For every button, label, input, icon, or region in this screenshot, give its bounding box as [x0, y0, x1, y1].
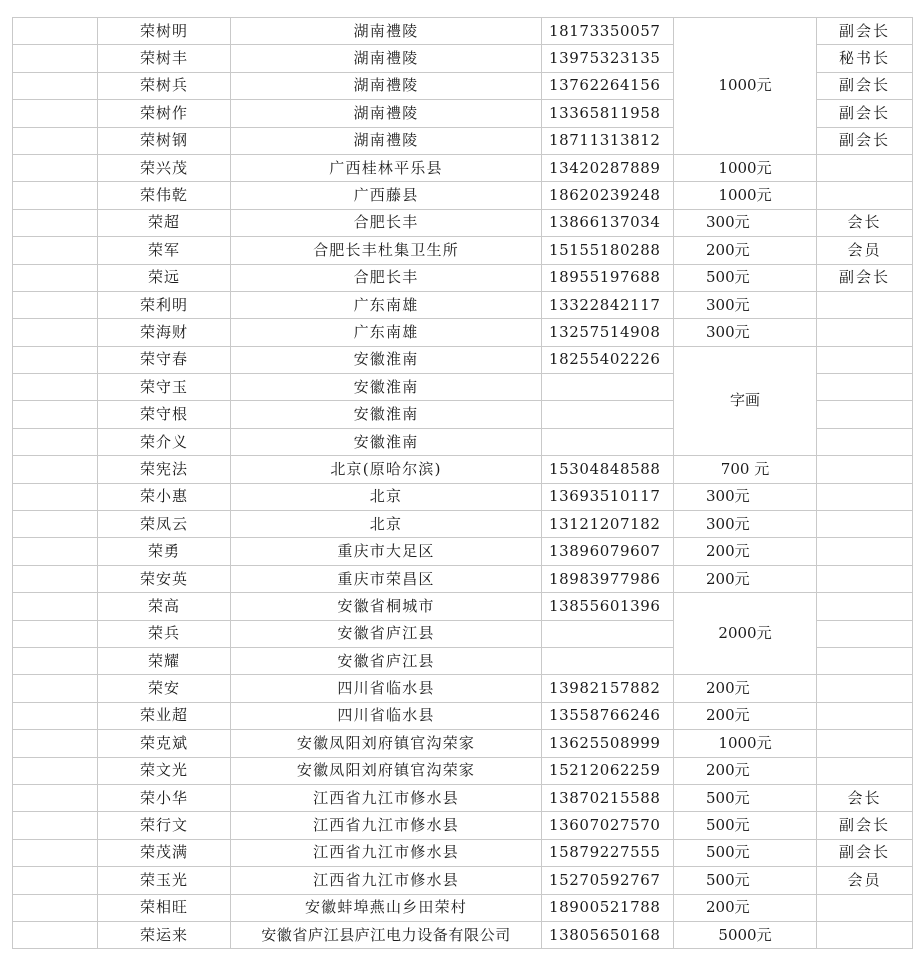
blank-cell — [13, 511, 98, 538]
blank-cell — [13, 565, 98, 592]
phone-cell: 18900521788 — [542, 894, 674, 921]
role-cell — [817, 182, 913, 209]
donor-table — [12, 17, 913, 949]
amount-cell: 1000元 — [674, 730, 817, 757]
name-cell: 荣利明 — [98, 291, 231, 318]
blank-cell — [13, 374, 98, 401]
role-cell — [817, 675, 913, 702]
place-cell: 四川省临水县 — [231, 702, 542, 729]
amount-cell: 1000元 — [674, 182, 817, 209]
amount-cell: 5000元 — [674, 921, 817, 948]
phone-cell: 15155180288 — [542, 237, 674, 264]
place-cell: 合肥长丰 — [231, 264, 542, 291]
place-cell: 安徽淮南 — [231, 346, 542, 373]
place-cell: 江西省九江市修水县 — [231, 867, 542, 894]
table-row — [13, 237, 913, 264]
phone-cell: 13866137034 — [542, 209, 674, 236]
blank-cell — [13, 839, 98, 866]
name-cell: 荣安英 — [98, 565, 231, 592]
role-cell: 会员 — [817, 867, 913, 894]
amount-cell: 200元 — [674, 702, 817, 729]
phone-cell: 18711313812 — [542, 127, 674, 154]
role-cell — [817, 346, 913, 373]
name-cell: 荣小惠 — [98, 483, 231, 510]
table-row — [13, 456, 913, 483]
role-cell — [817, 730, 913, 757]
name-cell: 荣业超 — [98, 702, 231, 729]
blank-cell — [13, 45, 98, 72]
place-cell: 安徽省庐江县 — [231, 647, 542, 674]
amount-cell: 200元 — [674, 894, 817, 921]
place-cell: 重庆市大足区 — [231, 538, 542, 565]
phone-cell: 15270592767 — [542, 867, 674, 894]
name-cell: 荣守玉 — [98, 374, 231, 401]
phone-cell: 15879227555 — [542, 839, 674, 866]
role-cell: 会员 — [817, 237, 913, 264]
name-cell: 荣高 — [98, 593, 231, 620]
amount-cell: 200元 — [674, 538, 817, 565]
blank-cell — [13, 428, 98, 455]
amount-cell: 500元 — [674, 839, 817, 866]
place-cell: 合肥长丰 — [231, 209, 542, 236]
phone-cell: 13322842117 — [542, 291, 674, 318]
blank-cell — [13, 18, 98, 45]
role-cell: 副会长 — [817, 72, 913, 99]
phone-cell: 15212062259 — [542, 757, 674, 784]
phone-cell: 13365811958 — [542, 100, 674, 127]
place-cell: 安徽淮南 — [231, 374, 542, 401]
table-row — [13, 784, 913, 811]
blank-cell — [13, 730, 98, 757]
name-cell: 荣行文 — [98, 812, 231, 839]
phone-cell: 13121207182 — [542, 511, 674, 538]
role-cell: 副会长 — [817, 100, 913, 127]
table-row — [13, 483, 913, 510]
place-cell: 北京 — [231, 483, 542, 510]
amount-cell: 200元 — [674, 237, 817, 264]
role-cell: 副会长 — [817, 127, 913, 154]
role-cell — [817, 456, 913, 483]
name-cell: 荣远 — [98, 264, 231, 291]
phone-cell: 18173350057 — [542, 18, 674, 45]
name-cell: 荣树钢 — [98, 127, 231, 154]
place-cell: 安徽凤阳刘府镇官沟荣家 — [231, 757, 542, 784]
table-row — [13, 839, 913, 866]
role-cell — [817, 647, 913, 674]
place-cell: 湖南禮陵 — [231, 72, 542, 99]
blank-cell — [13, 182, 98, 209]
phone-cell: 13257514908 — [542, 319, 674, 346]
blank-cell — [13, 319, 98, 346]
table-row — [13, 565, 913, 592]
place-cell: 江西省九江市修水县 — [231, 784, 542, 811]
phone-cell — [542, 428, 674, 455]
amount-cell: 300元 — [674, 319, 817, 346]
phone-cell: 13870215588 — [542, 784, 674, 811]
place-cell: 重庆市荣昌区 — [231, 565, 542, 592]
phone-cell: 13420287889 — [542, 154, 674, 181]
table-row — [13, 593, 913, 620]
name-cell: 荣海财 — [98, 319, 231, 346]
name-cell: 荣安 — [98, 675, 231, 702]
place-cell: 湖南禮陵 — [231, 127, 542, 154]
table-row — [13, 511, 913, 538]
place-cell: 广东南雄 — [231, 291, 542, 318]
phone-cell — [542, 647, 674, 674]
role-cell: 会长 — [817, 209, 913, 236]
place-cell: 江西省九江市修水县 — [231, 839, 542, 866]
table-row — [13, 154, 913, 181]
name-cell: 荣树作 — [98, 100, 231, 127]
role-cell: 副会长 — [817, 812, 913, 839]
phone-cell: 13625508999 — [542, 730, 674, 757]
phone-cell: 13693510117 — [542, 483, 674, 510]
role-cell — [817, 757, 913, 784]
place-cell: 安徽凤阳刘府镇官沟荣家 — [231, 730, 542, 757]
donor-table-body — [13, 18, 913, 949]
name-cell: 荣伟乾 — [98, 182, 231, 209]
name-cell: 荣军 — [98, 237, 231, 264]
blank-cell — [13, 894, 98, 921]
phone-cell: 15304848588 — [542, 456, 674, 483]
place-cell: 安徽省庐江县 — [231, 620, 542, 647]
table-row — [13, 675, 913, 702]
blank-cell — [13, 757, 98, 784]
amount-cell: 700 元 — [674, 456, 817, 483]
name-cell: 荣茂满 — [98, 839, 231, 866]
amount-cell: 500元 — [674, 812, 817, 839]
table-row — [13, 812, 913, 839]
amount-cell: 200元 — [674, 565, 817, 592]
role-cell — [817, 538, 913, 565]
place-cell: 广西藤县 — [231, 182, 542, 209]
phone-cell — [542, 374, 674, 401]
role-cell: 会长 — [817, 784, 913, 811]
table-row — [13, 757, 913, 784]
role-cell — [817, 565, 913, 592]
blank-cell — [13, 921, 98, 948]
blank-cell — [13, 784, 98, 811]
role-cell — [817, 154, 913, 181]
blank-cell — [13, 100, 98, 127]
amount-cell: 300元 — [674, 483, 817, 510]
amount-cell: 1000元 — [674, 18, 817, 155]
phone-cell: 13855601396 — [542, 593, 674, 620]
table-row — [13, 346, 913, 373]
name-cell: 荣相旺 — [98, 894, 231, 921]
table-row — [13, 291, 913, 318]
amount-cell: 200元 — [674, 675, 817, 702]
place-cell: 安徽淮南 — [231, 428, 542, 455]
phone-cell: 13982157882 — [542, 675, 674, 702]
phone-cell: 13896079607 — [542, 538, 674, 565]
blank-cell — [13, 209, 98, 236]
place-cell: 四川省临水县 — [231, 675, 542, 702]
blank-cell — [13, 72, 98, 99]
blank-cell — [13, 702, 98, 729]
place-cell: 安徽省桐城市 — [231, 593, 542, 620]
blank-cell — [13, 237, 98, 264]
blank-cell — [13, 264, 98, 291]
name-cell: 荣小华 — [98, 784, 231, 811]
name-cell: 荣玉光 — [98, 867, 231, 894]
name-cell: 荣超 — [98, 209, 231, 236]
role-cell — [817, 511, 913, 538]
name-cell: 荣勇 — [98, 538, 231, 565]
amount-cell: 300元 — [674, 291, 817, 318]
place-cell: 合肥长丰杜集卫生所 — [231, 237, 542, 264]
amount-cell: 500元 — [674, 867, 817, 894]
role-cell — [817, 428, 913, 455]
place-cell: 北京(原哈尔滨) — [231, 456, 542, 483]
role-cell: 秘书长 — [817, 45, 913, 72]
blank-cell — [13, 346, 98, 373]
place-cell: 北京 — [231, 511, 542, 538]
name-cell: 荣树兵 — [98, 72, 231, 99]
place-cell: 广东南雄 — [231, 319, 542, 346]
table-row — [13, 182, 913, 209]
name-cell: 荣兴茂 — [98, 154, 231, 181]
name-cell: 荣树明 — [98, 18, 231, 45]
phone-cell: 18983977986 — [542, 565, 674, 592]
blank-cell — [13, 401, 98, 428]
role-cell — [817, 593, 913, 620]
amount-cell: 200元 — [674, 757, 817, 784]
place-cell: 湖南禮陵 — [231, 18, 542, 45]
blank-cell — [13, 456, 98, 483]
name-cell: 荣耀 — [98, 647, 231, 674]
place-cell: 安徽省庐江县庐江电力设备有限公司 — [231, 921, 542, 948]
phone-cell: 13607027570 — [542, 812, 674, 839]
amount-cell: 2000元 — [674, 593, 817, 675]
phone-cell — [542, 401, 674, 428]
amount-cell: 300元 — [674, 511, 817, 538]
name-cell: 荣凤云 — [98, 511, 231, 538]
blank-cell — [13, 154, 98, 181]
blank-cell — [13, 538, 98, 565]
amount-cell: 500元 — [674, 264, 817, 291]
table-row — [13, 319, 913, 346]
amount-cell: 500元 — [674, 784, 817, 811]
blank-cell — [13, 127, 98, 154]
role-cell — [817, 921, 913, 948]
name-cell: 荣运来 — [98, 921, 231, 948]
table-row — [13, 264, 913, 291]
name-cell: 荣树丰 — [98, 45, 231, 72]
phone-cell: 18955197688 — [542, 264, 674, 291]
role-cell — [817, 894, 913, 921]
role-cell: 副会长 — [817, 18, 913, 45]
table-row — [13, 921, 913, 948]
name-cell: 荣宪法 — [98, 456, 231, 483]
phone-cell — [542, 620, 674, 647]
table-row — [13, 867, 913, 894]
table-row — [13, 209, 913, 236]
name-cell: 荣兵 — [98, 620, 231, 647]
phone-cell: 18620239248 — [542, 182, 674, 209]
name-cell: 荣守春 — [98, 346, 231, 373]
blank-cell — [13, 867, 98, 894]
amount-cell: 字画 — [674, 346, 817, 456]
table-row — [13, 730, 913, 757]
blank-cell — [13, 593, 98, 620]
phone-cell: 13762264156 — [542, 72, 674, 99]
name-cell: 荣守根 — [98, 401, 231, 428]
amount-cell: 1000元 — [674, 154, 817, 181]
name-cell: 荣克斌 — [98, 730, 231, 757]
blank-cell — [13, 483, 98, 510]
place-cell: 湖南禮陵 — [231, 100, 542, 127]
role-cell — [817, 291, 913, 318]
phone-cell: 18255402226 — [542, 346, 674, 373]
role-cell — [817, 374, 913, 401]
blank-cell — [13, 675, 98, 702]
role-cell — [817, 319, 913, 346]
table-row — [13, 538, 913, 565]
amount-cell: 300元 — [674, 209, 817, 236]
phone-cell: 13805650168 — [542, 921, 674, 948]
name-cell: 荣介义 — [98, 428, 231, 455]
place-cell: 广西桂林平乐县 — [231, 154, 542, 181]
table-row — [13, 702, 913, 729]
place-cell: 江西省九江市修水县 — [231, 812, 542, 839]
role-cell — [817, 483, 913, 510]
phone-cell: 13975323135 — [542, 45, 674, 72]
place-cell: 安徽淮南 — [231, 401, 542, 428]
role-cell — [817, 702, 913, 729]
role-cell: 副会长 — [817, 264, 913, 291]
role-cell — [817, 620, 913, 647]
place-cell: 安徽蚌埠燕山乡田荣村 — [231, 894, 542, 921]
blank-cell — [13, 620, 98, 647]
blank-cell — [13, 647, 98, 674]
place-cell: 湖南禮陵 — [231, 45, 542, 72]
blank-cell — [13, 812, 98, 839]
role-cell — [817, 401, 913, 428]
table-row — [13, 894, 913, 921]
blank-cell — [13, 291, 98, 318]
name-cell: 荣文光 — [98, 757, 231, 784]
phone-cell: 13558766246 — [542, 702, 674, 729]
table-row — [13, 18, 913, 45]
role-cell: 副会长 — [817, 839, 913, 866]
